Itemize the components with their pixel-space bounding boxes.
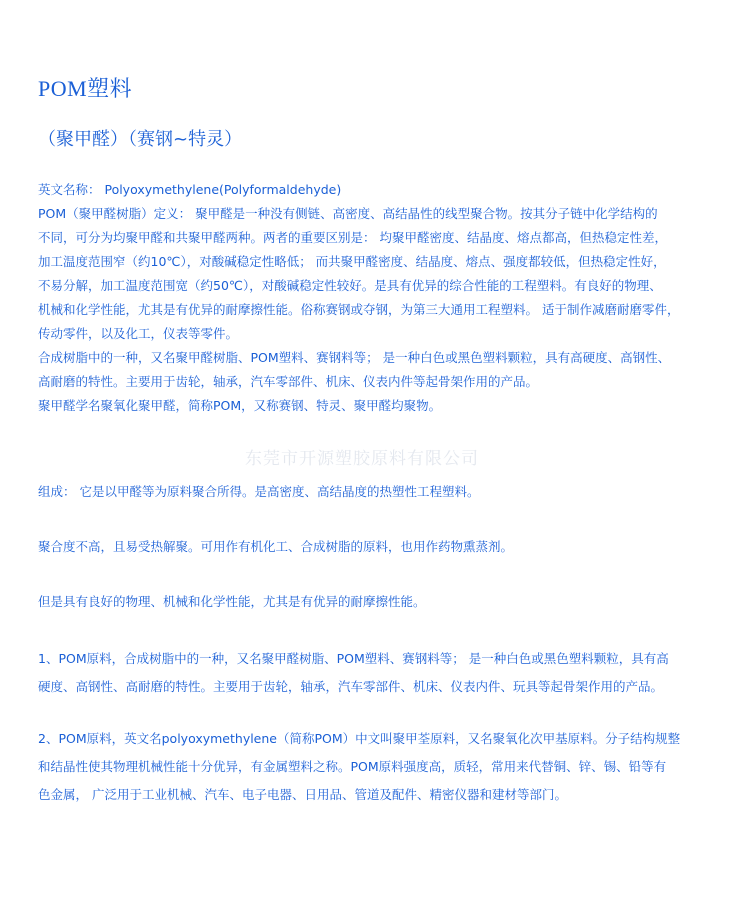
properties-paragraph: 但是具有良好的物理、机械和化学性能，尤其是有优异的耐摩擦性能。 [38,594,426,609]
point-1-paragraph [38,645,728,701]
polymerization-paragraph: 聚合度不高，且易受热解聚。可用作有机化工、合成树脂的原料，也用作药物熏蒸剂。 [38,539,514,554]
point-1-line: 1、POM原料，合成树脂中的一种，又名聚甲醛树脂、POM塑料、赛钢料等； 是一种白色或黑色塑料颗粒，具有高 [38,651,669,666]
intro-line: 合成树脂中的一种，又名聚甲醛树脂、POM塑料、赛钢料等； 是一种白色或黑色塑料颗粒，具有高硬度、高钢性、 [38,350,671,365]
intro-line: 高耐磨的特性。主要用于齿轮，轴承，汽车零部件、机床、仪表内件等起骨架作用的产品。 [38,374,539,389]
page-subtitle: （聚甲醛）（赛钢~特灵） [38,129,243,150]
point-2-line: 2、POM原料，英文名polyoxymethylene（简称POM）中文叫聚甲荃原料，又名聚氧化次甲基原料。分子结构规整 [38,731,681,746]
intro-line: 不易分解，加工温度范围宽（约50℃），对酸碱稳定性较好。是具有优异的综合性能的工程塑料。有良好的物理、 [38,278,662,293]
intro-line: 机械和化学性能，尤其是有优异的耐摩擦性能。俗称赛钢或夺钢，为第三大通用工程塑料。 适于制作减磨耐磨零件， [38,302,680,317]
intro-paragraph [38,178,728,418]
intro-line: 加工温度范围窄（约10℃），对酸碱稳定性略低； 而共聚甲醛密度、结晶度、熔点、强度都较低，但热稳定性好， [38,254,666,269]
point-2-paragraph [38,725,728,809]
point-2-line: 色金属， 广泛用于工业机械、汽车、电子电器、日用品、管道及配件、精密仪器和建材等部门。 [38,787,567,802]
intro-line: 英文名称： Polyoxymethylene(Polyformaldehyde) [38,182,342,197]
point-1-line: 硬度、高钢性、高耐磨的特性。主要用于齿轮，轴承，汽车零部件、机床、仪表内件、玩具等起骨架作用的产品。 [38,679,664,694]
point-2-line: 和结晶性使其物理机械性能十分优异，有金属塑料之称。POM原料强度高，质轻，常用来代替铜、锌、锡、铅等有 [38,759,667,774]
intro-line: 不同，可分为均聚甲醛和共聚甲醛两种。两者的重要区别是： 均聚甲醛密度、结晶度、熔点都高，但热稳定性差， [38,230,667,245]
composition-paragraph: 组成： 它是以甲醛等为原料聚合所得。是高密度、高结晶度的热塑性工程塑料。 [38,484,480,499]
intro-line: 聚甲醛学名聚氧化聚甲醛，简称POM，又称赛钢、特灵、聚甲醛均聚物。 [38,398,442,413]
watermark: 东莞市开源塑胶原料有限公司 [245,449,479,469]
intro-line: POM（聚甲醛树脂）定义： 聚甲醛是一种没有侧链、高密度、高结晶性的线型聚合物。按其分子链中化学结构的 [38,206,658,221]
intro-line: 传动零件，以及化工，仪表等零件。 [38,326,239,341]
page-title: POM塑料 [38,76,133,101]
